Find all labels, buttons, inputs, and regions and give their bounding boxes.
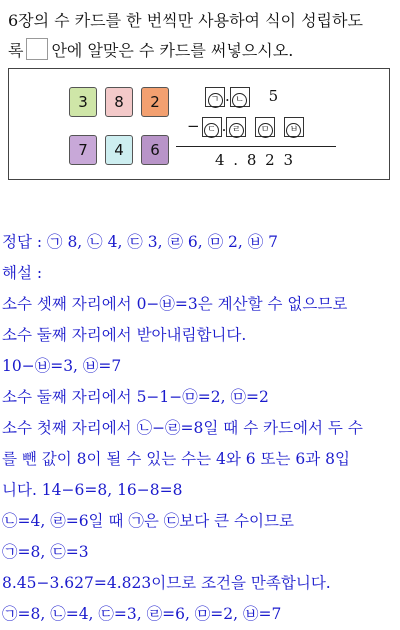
symbol-giyeok: ㄱ [208,93,223,108]
symbol-mieum: ㅁ [258,123,273,138]
minus-sign: − [187,117,200,135]
card-value: 7 [78,141,88,159]
symbol-rieul: ㄹ [229,123,244,138]
number-card-4 [105,135,133,165]
problem-text [8,6,398,66]
answer-line: 8.45−3.627=4.823이므로 조건을 만족합니다. [2,574,331,592]
card-value: 2 [150,93,160,111]
answer-line: 니다. 14−6=8, 16−8=8 [2,481,183,499]
symbol-digeut: ㄷ [204,123,219,138]
box-rieul [226,117,246,137]
answer-line: ㉠=8, ㉢=3 [2,543,89,561]
answer-line: 해설 : [2,264,43,282]
problem-line-2 [8,36,398,66]
box-giyeok [205,87,225,107]
number-card-3 [69,87,97,117]
problem-line-2-start: 록 [8,41,24,60]
digit-five: 5 [268,87,279,105]
box-digeut [202,117,222,137]
answer-line: ㉡=4, ㉣=6일 때 ㉠은 ㉢보다 큰 수이므로 [2,512,294,530]
answer-line: 를 뺀 값이 8이 될 수 있는 수는 4와 6 또는 6과 8입 [2,450,351,468]
card-value: 3 [78,93,88,111]
problem-figure [8,68,390,180]
card-value: 4 [114,141,124,159]
number-card-2 [141,87,169,117]
card-value: 6 [150,141,160,159]
box-bieup [284,117,304,137]
equation-top-row [205,87,278,107]
number-card-6 [141,135,169,165]
answer-line: 정답 : ㉠ 8, ㉡ 4, ㉢ 3, ㉣ 6, ㉤ 2, ㉥ 7 [2,233,279,251]
blank-box [26,38,48,60]
number-card-7 [69,135,97,165]
box-mieum [255,117,275,137]
answer-line: 소수 둘째 자리에서 받아내림합니다. [2,326,247,344]
answer-line: 10−㉥=3, ㉥=7 [2,357,122,375]
equation-bottom-row [187,117,304,137]
number-card-8 [105,87,133,117]
problem-line-1: 6장의 수 카드를 한 번씩만 사용하여 식이 성립하도 [8,11,363,30]
symbol-bieup: ㅂ [286,123,301,138]
answer-line: ㉠=8, ㉡=4, ㉢=3, ㉣=6, ㉤=2, ㉥=7 [2,605,282,623]
answer-line: 소수 셋째 자리에서 0−㉥=3은 계산할 수 없으므로 [2,295,348,313]
symbol-nieun: ㄴ [232,93,247,108]
subtraction-line [176,146,336,147]
answer-line: 소수 둘째 자리에서 5−1−㉤=2, ㉤=2 [2,388,269,406]
answer-line: 소수 첫째 자리에서 ㉡−㉣=8일 때 수 카드에서 두 수 [2,419,363,437]
card-value: 8 [114,93,124,111]
box-nieun [230,87,250,107]
decimal-point: . [221,117,227,135]
answer-section [2,227,400,630]
equation-result: 4 . 8 2 3 [215,151,296,169]
problem-line-2-end: 안에 알맞은 수 카드를 써넣으시오. [51,41,294,60]
decimal-point: . [225,87,230,105]
